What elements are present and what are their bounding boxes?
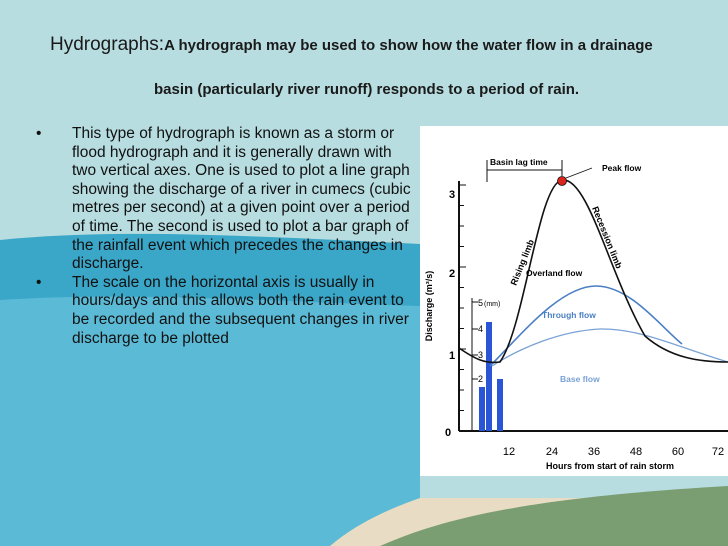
x-axis-label: Hours from start of rain storm: [545, 461, 675, 471]
bullet-text: This type of hydrograph is known as a storm or flood hydrograph and it is generally drawn with two vertical axes. One is used to plot a line graph showing the discharge of a river in cumecs (cubic metres per second) at a given point over a period of time. The second is used to plot a bar graph of the rainfall event which precedes the changes in discharge.: [72, 125, 411, 273]
peak-flow-marker: [558, 177, 567, 186]
through-flow-curve: [490, 286, 682, 366]
x-tick-label: 24: [545, 446, 559, 458]
basin-lag-time-label: Basin lag time: [490, 157, 548, 167]
x-tick-label: 12: [502, 446, 516, 458]
rain-bar: [479, 387, 485, 431]
bullet-symbol: •: [36, 273, 42, 291]
base-flow-curve: [492, 329, 728, 366]
rain-tick-label: 5: [478, 298, 484, 308]
title-main: Hydrographs:: [50, 34, 165, 55]
rain-unit-label: (mm): [484, 301, 501, 308]
rain-tick-label: 4: [478, 324, 484, 334]
title-sub-line2: basin (particularly river runoff) responds to a period of rain.: [154, 81, 580, 98]
hydrograph-figure: [420, 126, 728, 476]
y-tick-label: 0: [444, 427, 452, 439]
slide-title: [50, 34, 728, 56]
rain-bar: [486, 322, 492, 431]
rain-tick-label: 2: [478, 374, 484, 384]
peak-flow-pointer: [566, 168, 592, 178]
y-tick-label: 1: [448, 350, 456, 362]
y-tick-label: 2: [448, 268, 456, 280]
base-flow-label: Base flow: [560, 374, 600, 384]
bullet-symbol: •: [36, 125, 42, 142]
rain-bar: [497, 379, 503, 431]
title-sub-line1: A hydrograph may be used to show how the water flow in a drainage: [164, 37, 653, 54]
overland-flow-label: Overland flow: [526, 268, 583, 278]
x-tick-label: 60: [671, 446, 685, 458]
recession-limb-label: Recession limb: [590, 205, 625, 270]
x-tick-label: 48: [629, 446, 643, 458]
x-tick-label: 36: [587, 446, 601, 458]
peak-flow-label: Peak flow: [602, 163, 642, 173]
bullet-item: [30, 125, 420, 274]
bullet-item: [30, 274, 420, 348]
x-tick-label: 72: [711, 446, 725, 458]
rain-tick-label: 3: [478, 350, 484, 360]
rising-limb-label: Rising limb: [508, 238, 537, 287]
y-tick-label: 3: [448, 189, 456, 201]
y-axis-label: Discharge (m³/s): [424, 270, 434, 342]
y-minor-ticks: [459, 185, 466, 431]
bullet-list: [30, 125, 420, 348]
through-flow-label: Through flow: [542, 310, 596, 320]
bullet-text: The scale on the horizontal axis is usually in hours/days and this allows both the rain event to be recorded and the subsequent changes in river discharge to be plotted: [72, 273, 409, 347]
